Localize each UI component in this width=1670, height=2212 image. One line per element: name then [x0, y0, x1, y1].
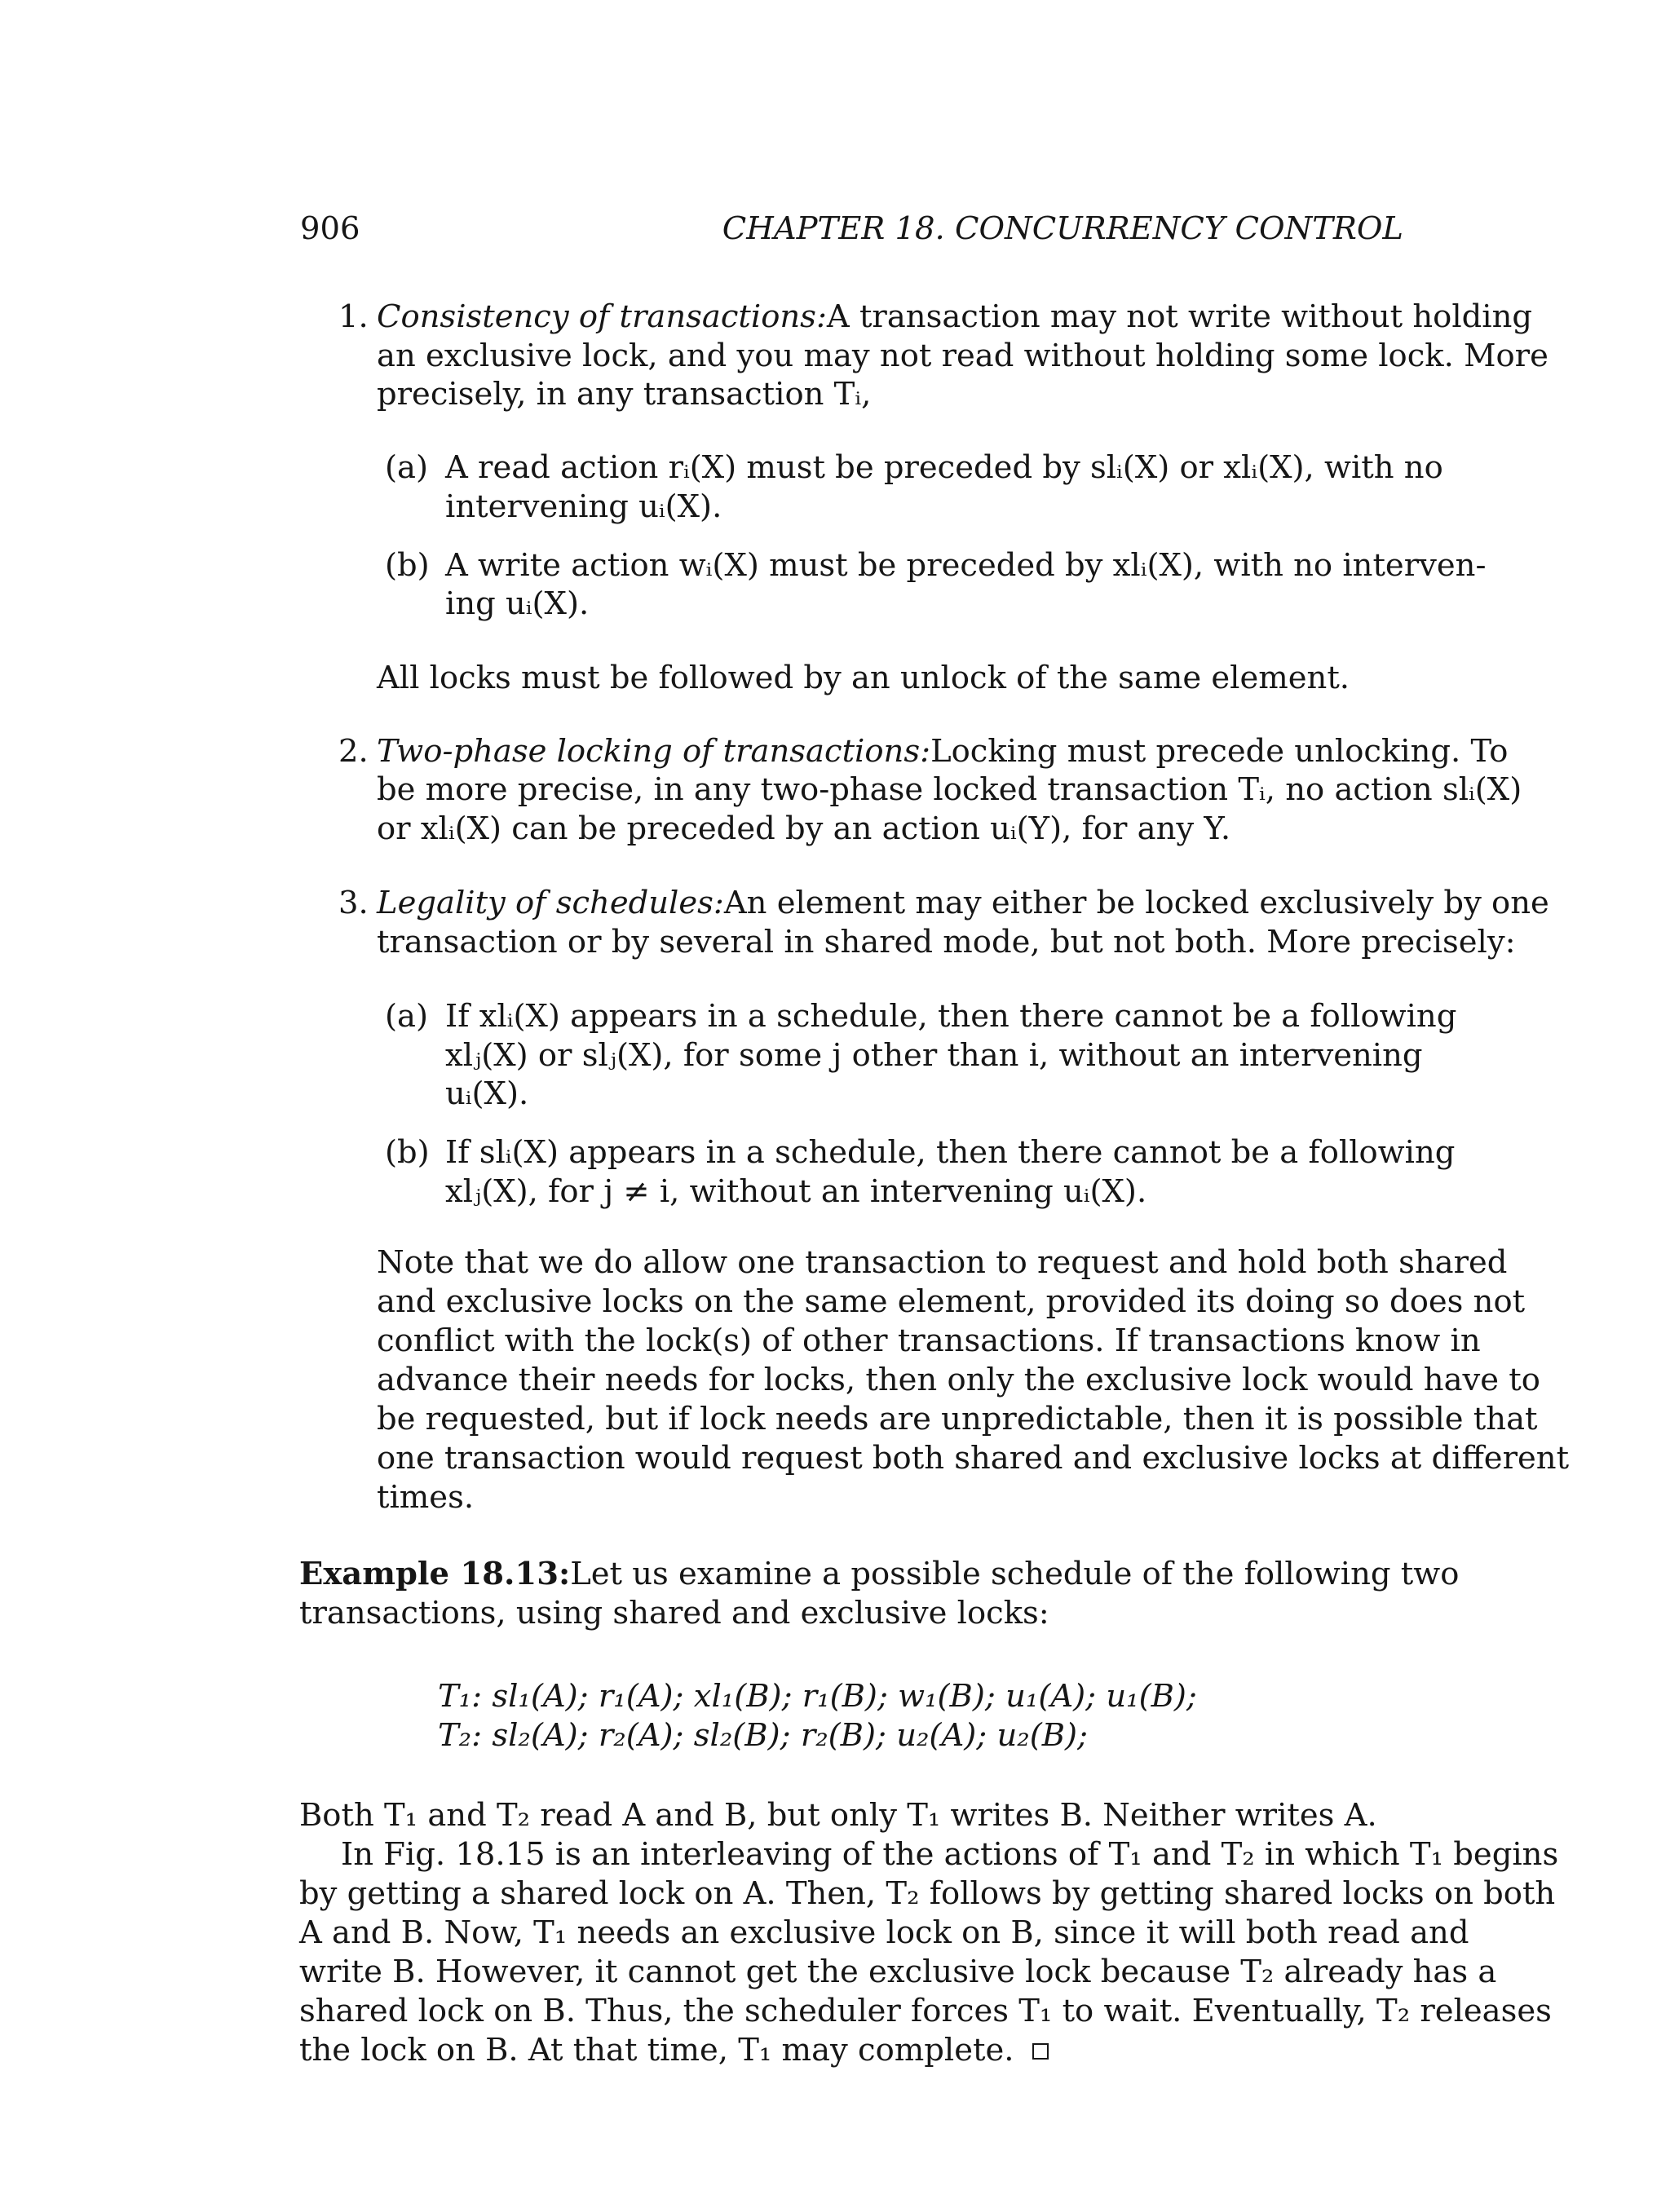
example-line1	[299, 1556, 1460, 1592]
schedule-t2: T₂: sl₂(A); r₂(A); sl₂(B); r₂(B); u₂(A); u₂(B);	[438, 1717, 1089, 1754]
after-line-2: In Fig. 18.15 is an interleaving of the actions of T₁ and T₂ in which T₁ begins	[341, 1836, 1559, 1873]
after-line-5: write B. However, it cannot get the exclusive lock because T₂ already has a	[299, 1954, 1497, 1990]
chapter-title: CHAPTER 18. CONCURRENCY CONTROL	[722, 210, 1403, 247]
note-line-2: and exclusive locks on the same element, provided its doing so does not	[377, 1283, 1526, 1320]
item3-line1-rest: An element may either be locked exclusively by one	[723, 885, 1549, 921]
item2-line1-rest: Locking must precede unlocking. To	[930, 733, 1509, 770]
note-line-7: times.	[377, 1479, 475, 1516]
example-line1-rest: Let us examine a possible schedule of the following two	[570, 1556, 1460, 1592]
item3-title: Legality of schedules:	[377, 885, 724, 921]
item2-line2: be more precise, in any two-phase locked transaction Tᵢ, no action slᵢ(X)	[377, 771, 1522, 808]
item1a-line1: A read action rᵢ(X) must be preceded by slᵢ(X) or xlᵢ(X), with no	[445, 449, 1443, 486]
item1-line1-rest: A transaction may not write without holding	[826, 298, 1533, 335]
item3-line2: transaction or by several in shared mode, but not both. More precisely:	[377, 924, 1516, 960]
note-line-5: be requested, but if lock needs are unpredictable, then it is possible that	[377, 1401, 1538, 1437]
page-number: 906	[300, 210, 360, 247]
end-of-proof-box-icon	[1032, 2043, 1049, 2060]
after-line-7-wrap	[299, 2032, 1049, 2069]
item1b-line1: A write action wᵢ(X) must be preceded by xlᵢ(X), with no interven-	[445, 547, 1487, 584]
example-label: Example 18.13:	[299, 1556, 571, 1592]
item3a-line3: uᵢ(X).	[445, 1075, 529, 1112]
item3b-line2: xlⱼ(X), for j ≠ i, without an intervening uᵢ(X).	[445, 1173, 1147, 1210]
note-line-3: conflict with the lock(s) of other transactions. If transactions know in	[377, 1322, 1481, 1359]
note-line-1: Note that we do allow one transaction to request and hold both shared	[377, 1244, 1508, 1281]
note-line-4: advance their needs for locks, then only the exclusive lock would have to	[377, 1362, 1540, 1398]
item1-label: 1.	[338, 298, 369, 335]
item1b-line2: ing uᵢ(X).	[445, 585, 590, 622]
example-line2: transactions, using shared and exclusive locks:	[299, 1595, 1049, 1631]
item2-line3: or xlᵢ(X) can be preceded by an action uᵢ(Y), for any Y.	[377, 810, 1231, 847]
item3a-line1: If xlᵢ(X) appears in a schedule, then there cannot be a following	[445, 998, 1457, 1035]
note-line-6: one transaction would request both shared and exclusive locks at different	[377, 1440, 1570, 1477]
item1a-label: (a)	[385, 449, 428, 486]
after-line-7: the lock on B. At that time, T₁ may complete.	[299, 2032, 1014, 2069]
after-line-3: by getting a shared lock on A. Then, T₂ follows by getting shared locks on both	[299, 1875, 1556, 1912]
item2-line1	[377, 733, 1509, 770]
item1-title: Consistency of transactions:	[377, 298, 827, 335]
item3-line1	[377, 885, 1549, 921]
item1-line2: an exclusive lock, and you may not read without holding some lock. More	[377, 338, 1549, 374]
schedule-t1: T₁: sl₁(A); r₁(A); xl₁(B); r₁(B); w₁(B); u₁(A); u₁(B);	[438, 1678, 1197, 1715]
item2-label: 2.	[338, 733, 369, 770]
item3a-line2: xlⱼ(X) or slⱼ(X), for some j other than i, without an intervening	[445, 1037, 1423, 1074]
item1b-label: (b)	[385, 547, 430, 584]
item3b-label: (b)	[385, 1134, 430, 1171]
after-line-6: shared lock on B. Thus, the scheduler forces T₁ to wait. Eventually, T₂ releases	[299, 1993, 1552, 2029]
item1a-line2: intervening uᵢ(X).	[445, 488, 722, 525]
after-line-1: Both T₁ and T₂ read A and B, but only T₁ writes B. Neither writes A.	[299, 1797, 1377, 1834]
item3b-line1: If slᵢ(X) appears in a schedule, then there cannot be a following	[445, 1134, 1456, 1171]
item1-line3: precisely, in any transaction Tᵢ,	[377, 376, 872, 413]
item2-title: Two-phase locking of transactions:	[377, 733, 931, 770]
item3a-label: (a)	[385, 998, 428, 1035]
after-line-4: A and B. Now, T₁ needs an exclusive lock on B, since it will both read and	[299, 1914, 1469, 1951]
item3-label: 3.	[338, 885, 369, 921]
item1-line1	[377, 298, 1533, 335]
item1-closing: All locks must be followed by an unlock of the same element.	[377, 660, 1350, 696]
